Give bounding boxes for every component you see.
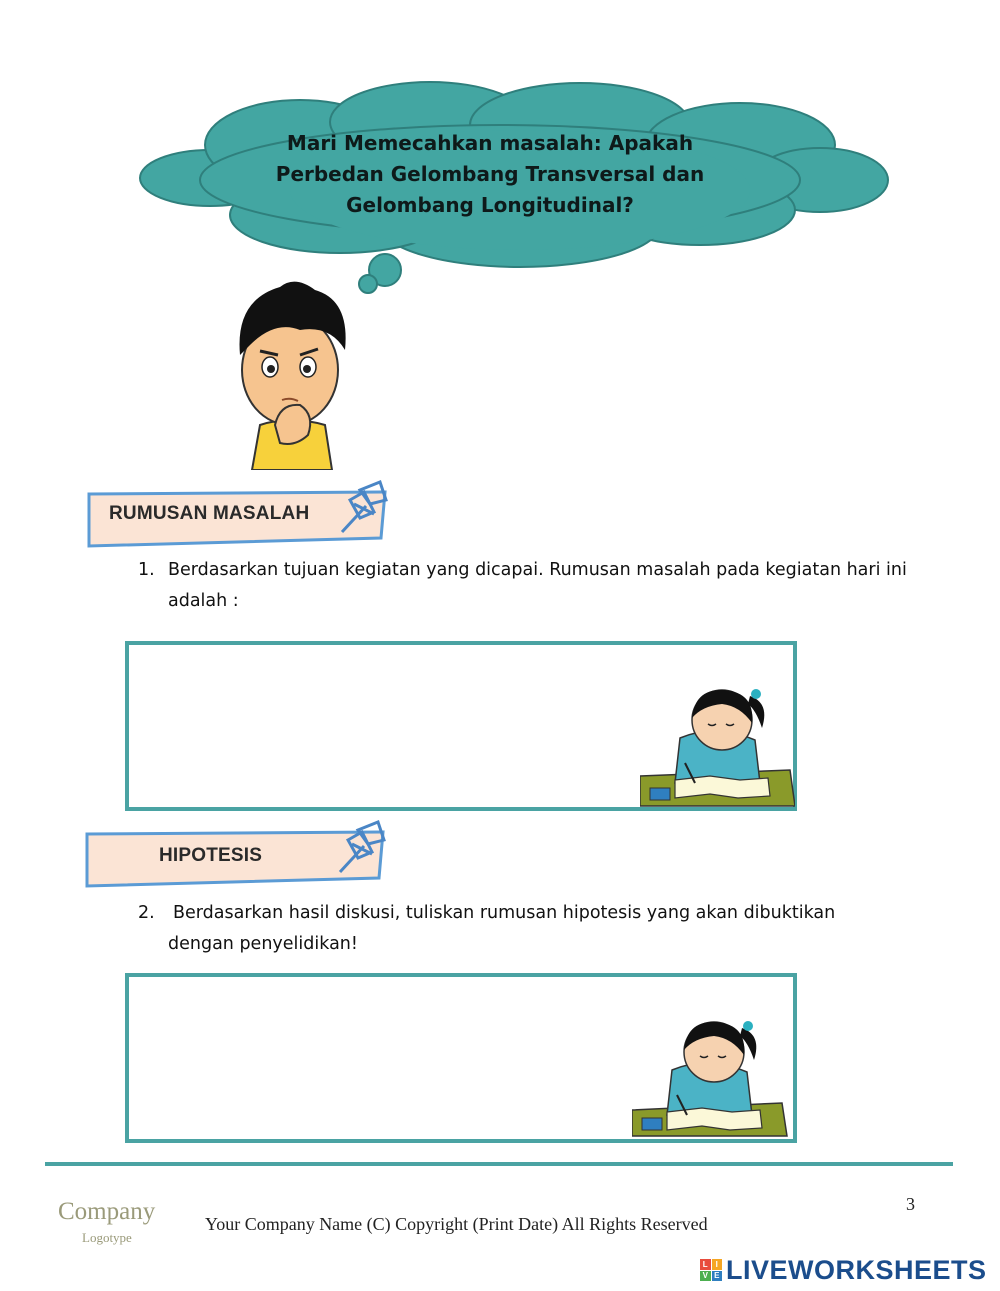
- pushpin-icon: [330, 478, 390, 542]
- hipotesis-label: HIPOTESIS: [159, 845, 263, 866]
- cloud-line-3: Gelombang Longitudinal?: [346, 193, 634, 217]
- question-1-line-2: adalah :: [168, 591, 239, 611]
- writing-girl-illustration: [640, 688, 795, 808]
- question-1-line-1: Berdasarkan tujuan kegiatan yang dicapai. Rumusan masalah pada kegiatan hari ini: [168, 560, 907, 580]
- question-1-number: 1.: [138, 560, 155, 580]
- rumusan-masalah-label: RUMUSAN MASALAH: [109, 503, 310, 524]
- copyright-text: Your Company Name (C) Copyright (Print Date) All Rights Reserved: [205, 1214, 708, 1234]
- logotype-text: Logotype: [82, 1230, 132, 1245]
- company-logo-text: Company: [58, 1198, 156, 1225]
- footer-divider: [45, 1162, 953, 1166]
- pushpin-icon: [328, 818, 388, 882]
- cloud-question: [250, 128, 730, 221]
- thinking-boy-illustration: [220, 275, 360, 470]
- question-2: [138, 898, 938, 960]
- question-2-number: 2.: [138, 903, 155, 923]
- rumusan-masalah-tag: [85, 478, 390, 550]
- question-2-line-1: Berdasarkan hasil diskusi, tuliskan rumusan hipotesis yang akan dibuktikan: [173, 903, 836, 923]
- question-2-line-2: dengan penyelidikan!: [168, 934, 358, 954]
- cloud-line-2: Perbedan Gelombang Transversal dan: [275, 162, 705, 186]
- question-1: [138, 555, 938, 617]
- writing-girl-illustration: [632, 1018, 792, 1138]
- cloud-line-1: Mari Memecahkan masalah: Apakah: [286, 131, 694, 155]
- liveworksheets-logo-icon: L I V E: [700, 1259, 722, 1281]
- hipotesis-tag: [83, 818, 388, 890]
- liveworksheets-text: LIVEWORKSHEETS: [726, 1254, 987, 1285]
- page-number: 3: [906, 1194, 915, 1214]
- liveworksheets-brand[interactable]: [700, 1255, 987, 1285]
